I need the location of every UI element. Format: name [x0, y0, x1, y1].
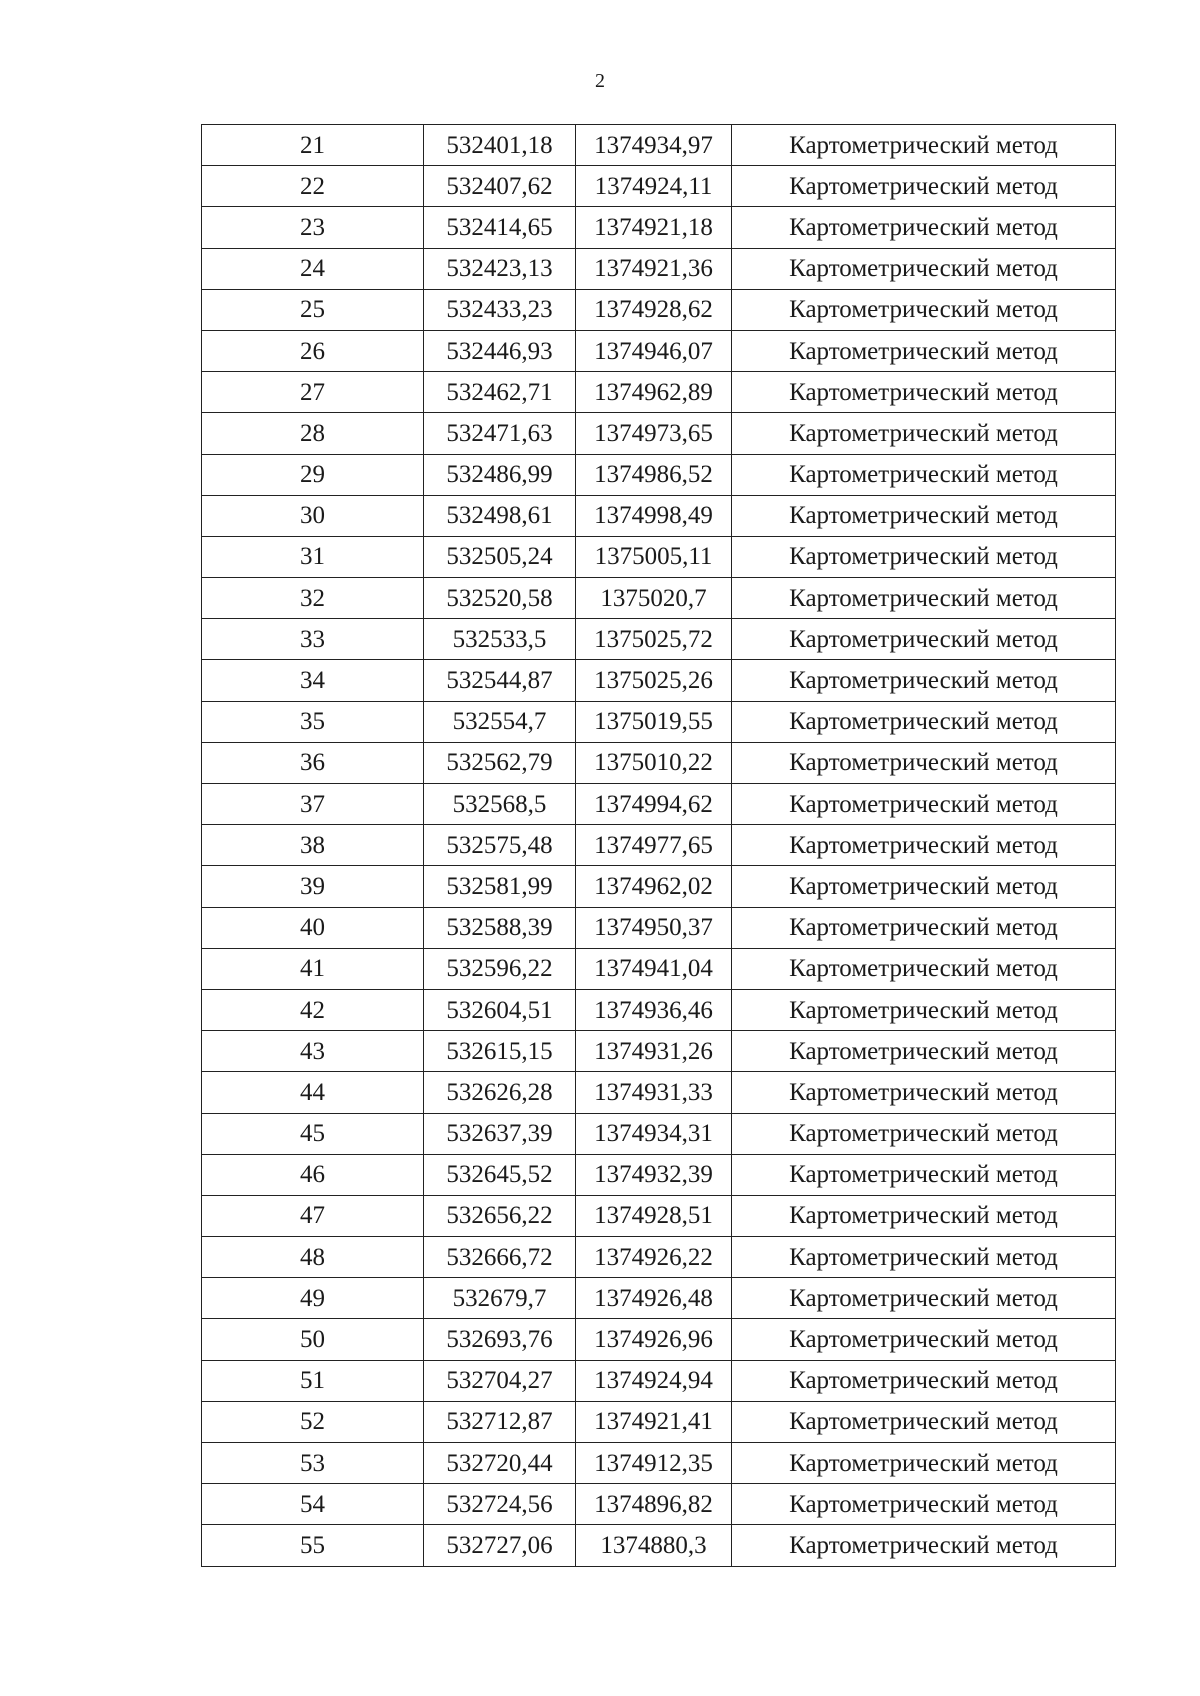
- y-coordinate-cell: 1375005,11: [576, 536, 732, 577]
- table-row: [202, 1401, 1116, 1442]
- y-coordinate-cell: 1375025,72: [576, 619, 732, 660]
- method-cell: Картометрический метод: [732, 1278, 1116, 1319]
- point-number-cell: 37: [202, 784, 424, 825]
- x-coordinate-cell: 532679,7: [424, 1278, 576, 1319]
- point-number-cell: 50: [202, 1319, 424, 1360]
- method-cell: Картометрический метод: [732, 660, 1116, 701]
- y-coordinate-cell: 1375019,55: [576, 701, 732, 742]
- table-row: [202, 1278, 1116, 1319]
- table-row: [202, 1319, 1116, 1360]
- point-number-cell: 52: [202, 1401, 424, 1442]
- method-cell: Картометрический метод: [732, 372, 1116, 413]
- table-row: [202, 1237, 1116, 1278]
- method-cell: Картометрический метод: [732, 1319, 1116, 1360]
- method-cell: Картометрический метод: [732, 948, 1116, 989]
- method-cell: Картометрический метод: [732, 207, 1116, 248]
- y-coordinate-cell: 1374931,26: [576, 1031, 732, 1072]
- method-cell: Картометрический метод: [732, 742, 1116, 783]
- table-row: [202, 536, 1116, 577]
- x-coordinate-cell: 532693,76: [424, 1319, 576, 1360]
- y-coordinate-cell: 1374926,48: [576, 1278, 732, 1319]
- x-coordinate-cell: 532433,23: [424, 289, 576, 330]
- point-number-cell: 24: [202, 248, 424, 289]
- point-number-cell: 55: [202, 1525, 424, 1566]
- point-number-cell: 32: [202, 578, 424, 619]
- table-row: [202, 1154, 1116, 1195]
- x-coordinate-cell: 532581,99: [424, 866, 576, 907]
- point-number-cell: 33: [202, 619, 424, 660]
- method-cell: Картометрический метод: [732, 866, 1116, 907]
- table-row: [202, 125, 1116, 166]
- point-number-cell: 51: [202, 1360, 424, 1401]
- x-coordinate-cell: 532604,51: [424, 989, 576, 1030]
- method-cell: Картометрический метод: [732, 1360, 1116, 1401]
- method-cell: Картометрический метод: [732, 289, 1116, 330]
- y-coordinate-cell: 1375020,7: [576, 578, 732, 619]
- x-coordinate-cell: 532471,63: [424, 413, 576, 454]
- x-coordinate-cell: 532401,18: [424, 125, 576, 166]
- y-coordinate-cell: 1374962,89: [576, 372, 732, 413]
- table-row: [202, 413, 1116, 454]
- point-number-cell: 29: [202, 454, 424, 495]
- table-row: [202, 495, 1116, 536]
- point-number-cell: 26: [202, 330, 424, 371]
- x-coordinate-cell: 532568,5: [424, 784, 576, 825]
- x-coordinate-cell: 532544,87: [424, 660, 576, 701]
- table-row: [202, 454, 1116, 495]
- point-number-cell: 34: [202, 660, 424, 701]
- table-row: [202, 372, 1116, 413]
- y-coordinate-cell: 1374931,33: [576, 1072, 732, 1113]
- point-number-cell: 31: [202, 536, 424, 577]
- point-number-cell: 28: [202, 413, 424, 454]
- y-coordinate-cell: 1374932,39: [576, 1154, 732, 1195]
- point-number-cell: 36: [202, 742, 424, 783]
- table-row: [202, 619, 1116, 660]
- point-number-cell: 41: [202, 948, 424, 989]
- table-row: [202, 1195, 1116, 1236]
- point-number-cell: 27: [202, 372, 424, 413]
- y-coordinate-cell: 1374928,51: [576, 1195, 732, 1236]
- y-coordinate-cell: 1374921,36: [576, 248, 732, 289]
- y-coordinate-cell: 1374926,96: [576, 1319, 732, 1360]
- table-row: [202, 1360, 1116, 1401]
- method-cell: Картометрический метод: [732, 125, 1116, 166]
- point-number-cell: 48: [202, 1237, 424, 1278]
- x-coordinate-cell: 532407,62: [424, 166, 576, 207]
- table-row: [202, 907, 1116, 948]
- x-coordinate-cell: 532575,48: [424, 825, 576, 866]
- y-coordinate-cell: 1374986,52: [576, 454, 732, 495]
- method-cell: Картометрический метод: [732, 330, 1116, 371]
- x-coordinate-cell: 532596,22: [424, 948, 576, 989]
- point-number-cell: 47: [202, 1195, 424, 1236]
- x-coordinate-cell: 532704,27: [424, 1360, 576, 1401]
- y-coordinate-cell: 1374946,07: [576, 330, 732, 371]
- table-row: [202, 330, 1116, 371]
- x-coordinate-cell: 532414,65: [424, 207, 576, 248]
- x-coordinate-cell: 532462,71: [424, 372, 576, 413]
- method-cell: Картометрический метод: [732, 825, 1116, 866]
- x-coordinate-cell: 532446,93: [424, 330, 576, 371]
- y-coordinate-cell: 1374941,04: [576, 948, 732, 989]
- table-row: [202, 166, 1116, 207]
- table-row: [202, 1443, 1116, 1484]
- method-cell: Картометрический метод: [732, 578, 1116, 619]
- point-number-cell: 46: [202, 1154, 424, 1195]
- x-coordinate-cell: 532724,56: [424, 1484, 576, 1525]
- y-coordinate-cell: 1374924,94: [576, 1360, 732, 1401]
- y-coordinate-cell: 1374921,41: [576, 1401, 732, 1442]
- x-coordinate-cell: 532498,61: [424, 495, 576, 536]
- method-cell: Картометрический метод: [732, 1154, 1116, 1195]
- method-cell: Картометрический метод: [732, 1072, 1116, 1113]
- table-row: [202, 1031, 1116, 1072]
- point-number-cell: 22: [202, 166, 424, 207]
- method-cell: Картометрический метод: [732, 1237, 1116, 1278]
- x-coordinate-cell: 532626,28: [424, 1072, 576, 1113]
- table-row: [202, 989, 1116, 1030]
- method-cell: Картометрический метод: [732, 454, 1116, 495]
- method-cell: Картометрический метод: [732, 1113, 1116, 1154]
- point-number-cell: 35: [202, 701, 424, 742]
- y-coordinate-cell: 1374998,49: [576, 495, 732, 536]
- page-number: 2: [595, 70, 605, 92]
- x-coordinate-cell: 532645,52: [424, 1154, 576, 1195]
- x-coordinate-cell: 532615,15: [424, 1031, 576, 1072]
- method-cell: Картометрический метод: [732, 1401, 1116, 1442]
- point-number-cell: 49: [202, 1278, 424, 1319]
- y-coordinate-cell: 1374950,37: [576, 907, 732, 948]
- point-number-cell: 30: [202, 495, 424, 536]
- point-number-cell: 25: [202, 289, 424, 330]
- coordinates-table-body: [202, 125, 1116, 1567]
- table-row: [202, 1484, 1116, 1525]
- method-cell: Картометрический метод: [732, 536, 1116, 577]
- y-coordinate-cell: 1374912,35: [576, 1443, 732, 1484]
- table-row: [202, 289, 1116, 330]
- point-number-cell: 43: [202, 1031, 424, 1072]
- x-coordinate-cell: 532666,72: [424, 1237, 576, 1278]
- point-number-cell: 45: [202, 1113, 424, 1154]
- method-cell: Картометрический метод: [732, 784, 1116, 825]
- method-cell: Картометрический метод: [732, 701, 1116, 742]
- table-row: [202, 948, 1116, 989]
- x-coordinate-cell: 532423,13: [424, 248, 576, 289]
- method-cell: Картометрический метод: [732, 248, 1116, 289]
- table-row: [202, 701, 1116, 742]
- method-cell: Картометрический метод: [732, 1195, 1116, 1236]
- point-number-cell: 42: [202, 989, 424, 1030]
- method-cell: Картометрический метод: [732, 166, 1116, 207]
- x-coordinate-cell: 532533,5: [424, 619, 576, 660]
- x-coordinate-cell: 532720,44: [424, 1443, 576, 1484]
- table-row: [202, 578, 1116, 619]
- table-row: [202, 825, 1116, 866]
- table-row: [202, 1113, 1116, 1154]
- point-number-cell: 54: [202, 1484, 424, 1525]
- point-number-cell: 44: [202, 1072, 424, 1113]
- table-row: [202, 1525, 1116, 1566]
- table-row: [202, 784, 1116, 825]
- method-cell: Картометрический метод: [732, 1031, 1116, 1072]
- y-coordinate-cell: 1374924,11: [576, 166, 732, 207]
- point-number-cell: 21: [202, 125, 424, 166]
- point-number-cell: 38: [202, 825, 424, 866]
- x-coordinate-cell: 532588,39: [424, 907, 576, 948]
- table-row: [202, 1072, 1116, 1113]
- table-row: [202, 207, 1116, 248]
- y-coordinate-cell: 1374936,46: [576, 989, 732, 1030]
- x-coordinate-cell: 532712,87: [424, 1401, 576, 1442]
- method-cell: Картометрический метод: [732, 619, 1116, 660]
- y-coordinate-cell: 1374896,82: [576, 1484, 732, 1525]
- y-coordinate-cell: 1374962,02: [576, 866, 732, 907]
- y-coordinate-cell: 1374934,31: [576, 1113, 732, 1154]
- table-row: [202, 742, 1116, 783]
- point-number-cell: 39: [202, 866, 424, 907]
- x-coordinate-cell: 532520,58: [424, 578, 576, 619]
- method-cell: Картометрический метод: [732, 989, 1116, 1030]
- x-coordinate-cell: 532554,7: [424, 701, 576, 742]
- coordinates-table: [201, 124, 1116, 1567]
- method-cell: Картометрический метод: [732, 1443, 1116, 1484]
- y-coordinate-cell: 1374994,62: [576, 784, 732, 825]
- y-coordinate-cell: 1374973,65: [576, 413, 732, 454]
- y-coordinate-cell: 1374977,65: [576, 825, 732, 866]
- method-cell: Картометрический метод: [732, 495, 1116, 536]
- point-number-cell: 23: [202, 207, 424, 248]
- x-coordinate-cell: 532505,24: [424, 536, 576, 577]
- x-coordinate-cell: 532562,79: [424, 742, 576, 783]
- x-coordinate-cell: 532727,06: [424, 1525, 576, 1566]
- method-cell: Картометрический метод: [732, 1484, 1116, 1525]
- table-row: [202, 248, 1116, 289]
- table-row: [202, 660, 1116, 701]
- y-coordinate-cell: 1374926,22: [576, 1237, 732, 1278]
- method-cell: Картометрический метод: [732, 1525, 1116, 1566]
- method-cell: Картометрический метод: [732, 413, 1116, 454]
- x-coordinate-cell: 532486,99: [424, 454, 576, 495]
- y-coordinate-cell: 1374928,62: [576, 289, 732, 330]
- y-coordinate-cell: 1374921,18: [576, 207, 732, 248]
- x-coordinate-cell: 532637,39: [424, 1113, 576, 1154]
- point-number-cell: 53: [202, 1443, 424, 1484]
- y-coordinate-cell: 1374880,3: [576, 1525, 732, 1566]
- x-coordinate-cell: 532656,22: [424, 1195, 576, 1236]
- point-number-cell: 40: [202, 907, 424, 948]
- y-coordinate-cell: 1375010,22: [576, 742, 732, 783]
- y-coordinate-cell: 1374934,97: [576, 125, 732, 166]
- y-coordinate-cell: 1375025,26: [576, 660, 732, 701]
- table-row: [202, 866, 1116, 907]
- method-cell: Картометрический метод: [732, 907, 1116, 948]
